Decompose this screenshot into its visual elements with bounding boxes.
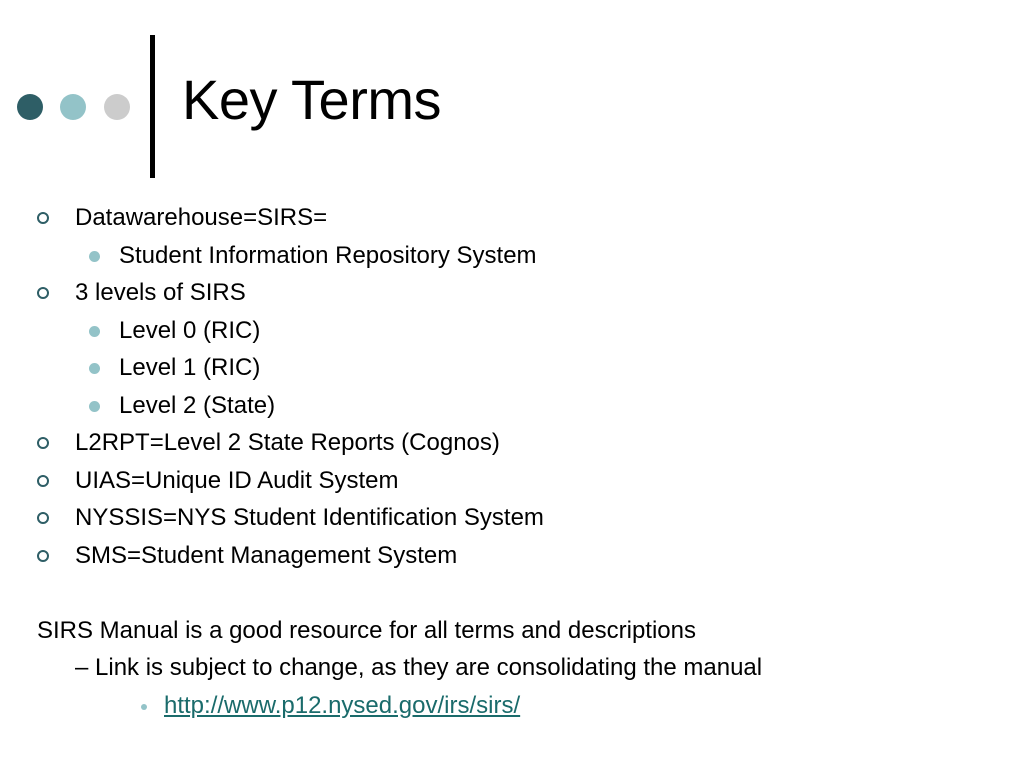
ring-bullet-icon — [37, 287, 49, 299]
ring-bullet-icon — [37, 550, 49, 562]
sub-bullet-item — [0, 312, 1024, 350]
bullet-text: L2RPT=Level 2 State Reports (Cognos) — [75, 429, 500, 456]
small-dot-bullet-icon — [141, 704, 147, 710]
ring-bullet-icon — [37, 212, 49, 224]
dot-bullet-icon — [89, 326, 100, 337]
dot-bullet-icon — [89, 401, 100, 412]
decorative-dot-dark — [17, 94, 43, 120]
sub-bullet-text: Level 1 (RIC) — [119, 354, 261, 381]
note-line — [0, 612, 1024, 650]
sub-bullet-item — [0, 237, 1024, 275]
bullet-text: Datawarehouse=SIRS= — [75, 204, 328, 231]
bullet-item — [0, 462, 1024, 500]
spacer — [0, 574, 1024, 612]
bullet-text: NYSSIS=NYS Student Identification System — [75, 504, 544, 531]
bullet-text: UIAS=Unique ID Audit System — [75, 466, 399, 494]
slide-body — [0, 199, 1024, 724]
bullet-text: SMS=Student Management System — [75, 541, 458, 569]
sub-bullet-text: Level 0 (RIC) — [119, 316, 261, 344]
slide-title: Key Terms — [182, 68, 441, 131]
bullet-item — [0, 537, 1024, 575]
sirs-manual-link[interactable]: http://www.p12.nysed.gov/irs/sirs/ — [164, 691, 521, 719]
note-text: SIRS Manual is a good resource for all terms and descriptions — [37, 616, 696, 644]
bullet-item — [0, 199, 1024, 237]
sub-bullet-item — [0, 387, 1024, 425]
sub-bullet-item — [0, 349, 1024, 387]
dot-bullet-icon — [89, 251, 100, 262]
sub-bullet-text: Level 2 (State) — [119, 391, 276, 419]
decorative-dot-teal — [60, 94, 86, 120]
ring-bullet-icon — [37, 475, 49, 487]
sub-bullet-text: Student Information Repository System — [119, 241, 537, 269]
dot-bullet-icon — [89, 363, 100, 374]
bullet-item — [0, 499, 1024, 537]
bullet-text: 3 levels of SIRS — [75, 279, 246, 306]
note-sub-text: – Link is subject to change, as they are consolidating the manual — [75, 654, 763, 681]
title-divider — [150, 35, 155, 178]
note-sub-line — [0, 649, 1024, 687]
ring-bullet-icon — [37, 437, 49, 449]
link-line — [0, 687, 1024, 725]
ring-bullet-icon — [37, 512, 49, 524]
bullet-item — [0, 424, 1024, 462]
decorative-dot-gray — [104, 94, 130, 120]
bullet-item — [0, 274, 1024, 312]
